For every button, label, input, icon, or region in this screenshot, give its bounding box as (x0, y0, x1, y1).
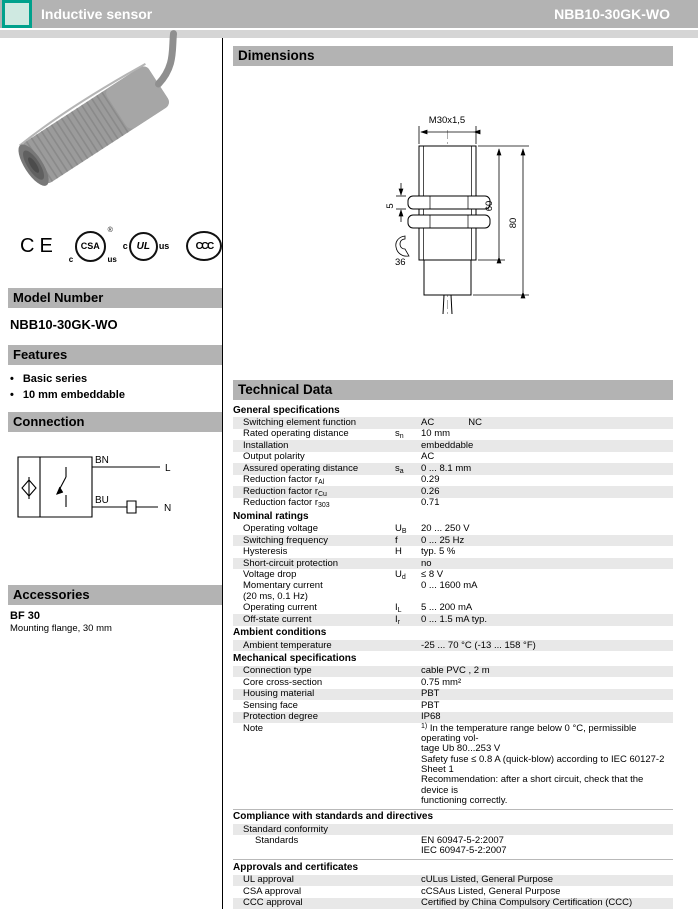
spec-value-cell (421, 678, 673, 688)
spec-row (233, 535, 673, 546)
spec-label-cell (233, 536, 395, 546)
spec-symbol: s (395, 428, 400, 440)
spec-label-cell (233, 641, 395, 651)
spec-value: no (421, 557, 432, 569)
spec-value-cell (421, 712, 673, 722)
spec-symbol-cell (395, 464, 421, 474)
dim-wrench-size-label: 36 (395, 257, 406, 268)
right-column (222, 38, 698, 909)
spec-symbol: I (395, 613, 398, 625)
spec-value-cell (421, 581, 673, 591)
spec-label: Connection type (243, 665, 312, 677)
feature-list (10, 371, 222, 403)
features-heading: Features (8, 345, 222, 365)
spec-label-subscript: 303 (317, 502, 330, 510)
accessory-description: Mounting flange, 30 mm (10, 623, 112, 634)
spec-value-cell (421, 570, 673, 580)
spec-value-cell (421, 547, 673, 557)
left-column (0, 38, 222, 909)
spec-symbol-cell (395, 536, 421, 546)
spec-symbol: I (395, 602, 398, 614)
spec-value-cell (421, 524, 673, 534)
spec-label-cell (233, 615, 395, 625)
dim-total-length-label: 80 (508, 217, 519, 229)
spec-value: IP68 (421, 711, 441, 723)
spec-group-title: Nominal ratings (233, 510, 309, 522)
spec-label: Operating current (243, 602, 317, 614)
spec-label: Reduction factor r (243, 474, 318, 486)
spec-label: Short-circuit protection (243, 557, 339, 569)
spec-label-subscript: Al (317, 479, 325, 487)
csa-circle: CSA (75, 231, 106, 262)
spec-label-cell (233, 429, 395, 439)
sensor-photo-illustration (8, 44, 222, 212)
cul-us-label: us (158, 241, 170, 251)
spec-value-cell (421, 615, 673, 625)
spec-label: Standard conformity (243, 823, 329, 835)
technical-data-heading: Technical Data (233, 380, 673, 400)
spec-label-cell (233, 547, 395, 557)
spec-group-title: Ambient conditions (233, 627, 327, 639)
spec-value-superscript: 1) (421, 722, 428, 730)
spec-value-cell (421, 536, 673, 546)
brand-logo (2, 0, 32, 28)
bullet-icon: • (10, 389, 14, 401)
spec-value: PBT (421, 688, 440, 700)
spec-value-cell (421, 429, 673, 439)
spec-value: ≤ 8 V (421, 569, 444, 580)
dimensions-heading: Dimensions (233, 46, 673, 66)
spec-value-line: Safety fuse ≤ 0.8 A (quick-blow) according to IEC 60127-2 Sheet 1 (421, 753, 665, 775)
spec-value: AC (421, 416, 435, 428)
spec-row (233, 452, 673, 463)
spec-symbol-subscript: L (397, 607, 402, 615)
spec-symbol-subscript: r (397, 618, 400, 626)
spec-label-cell (233, 603, 395, 613)
spec-label: CSA approval (243, 885, 302, 897)
cul-c-label: c (122, 241, 128, 251)
spec-value-cell (421, 898, 673, 908)
spec-label-cell (233, 825, 395, 835)
terminal-label-l: L (165, 463, 171, 474)
spec-label-cell (233, 836, 395, 846)
spec-label: Operating voltage (243, 523, 318, 535)
spec-label: Rated operating distance (243, 428, 349, 440)
spec-value-line: In the temperature range below 0 °C, permissible operating vol- (421, 722, 637, 745)
dim-thread-label: M30x1,5 (428, 115, 466, 126)
spec-row (233, 523, 673, 534)
spec-value-line: tage Ub 80...253 V (421, 743, 501, 755)
spec-group-title: General specifications (233, 404, 340, 416)
spec-row (233, 614, 673, 625)
spec-value: 0 ... 1600 mA (421, 580, 478, 592)
spec-row (233, 429, 673, 440)
spec-row (233, 677, 673, 688)
spec-value: cable PVC , 2 m (421, 665, 490, 677)
spec-value: 0.26 (421, 485, 440, 497)
spec-row (233, 700, 673, 711)
csa-us-label: us (107, 254, 117, 264)
spec-label: Core cross-section (243, 676, 323, 688)
spec-label-cell (233, 524, 395, 534)
spec-value: Certified by China Compulsory Certification (CCC) (421, 897, 633, 909)
spec-label-cell (233, 875, 395, 885)
spec-value: 0.29 (421, 474, 440, 486)
feature-text: Basic series (22, 373, 88, 385)
spec-label: Switching element function (243, 416, 357, 428)
spec-label-cell (233, 689, 395, 699)
spec-value: typ. 5 % (421, 546, 456, 558)
spec-row (233, 898, 673, 909)
spec-value-cell (421, 641, 673, 651)
spec-value-cell (421, 603, 673, 613)
spec-row (233, 723, 673, 807)
spec-symbol-cell (395, 615, 421, 625)
spec-value: 0 ... 1.5 mA typ. (421, 613, 488, 625)
spec-label: UL approval (243, 874, 294, 886)
spec-value: cULus Listed, General Purpose (421, 874, 554, 886)
spec-row (233, 886, 673, 897)
spec-label: Sensing face (243, 699, 298, 711)
page-title: Inductive sensor (41, 6, 153, 22)
ce-mark-icon: CE (20, 234, 58, 257)
spec-symbol-subscript: a (399, 467, 404, 475)
product-photo (8, 44, 222, 212)
spec-label-cell (233, 701, 395, 711)
header-model-number: NBB10-30GK-WO (554, 6, 670, 22)
spec-value: embeddable (421, 439, 474, 451)
spec-value-cell (421, 559, 673, 569)
spec-label-cell (233, 898, 395, 908)
feature-text: 10 mm embeddable (22, 389, 125, 401)
spec-value-cell (421, 836, 673, 857)
spec-value: 0.71 (421, 497, 440, 509)
spec-row (233, 463, 673, 474)
spec-symbol-cell (395, 603, 421, 613)
wiring-diagram (8, 435, 222, 585)
spec-row (233, 835, 673, 857)
accessory-name: BF 30 (10, 610, 40, 622)
spec-value-cell (421, 666, 673, 676)
spec-symbol-cell (395, 524, 421, 534)
spec-row (233, 569, 673, 580)
spec-value-cell (421, 452, 673, 462)
spec-symbol-subscript: d (401, 574, 406, 581)
accessories-heading: Accessories (8, 585, 222, 605)
spec-value-cell (421, 475, 673, 485)
terminal-label-n: N (164, 503, 172, 514)
spec-value: 0 ... 8.1 mm (421, 462, 472, 474)
spec-symbol-subscript: B (401, 528, 407, 536)
spec-label: Off-state current (243, 613, 312, 625)
spec-value-cell (421, 887, 673, 897)
spec-row (233, 558, 673, 569)
spec-row (233, 498, 673, 509)
spec-label: CCC approval (243, 897, 303, 909)
spec-label-cell (233, 475, 395, 485)
page-content (0, 38, 698, 909)
spec-label: Reduction factor r (243, 485, 318, 497)
spec-group-title: Approvals and certificates (233, 859, 673, 874)
spec-value: 0 ... 25 Hz (421, 534, 465, 546)
spec-label-cell (233, 441, 395, 451)
spec-value-cell (421, 875, 673, 885)
spec-label: Voltage drop (243, 569, 297, 580)
spec-value-cell (421, 498, 673, 508)
spec-group-title: Compliance with standards and directives (233, 809, 673, 824)
spec-label-cell (233, 570, 395, 580)
spec-value: 10 mm (421, 428, 451, 440)
spec-label-cell (233, 581, 395, 602)
ccc-mark-icon: CCC (186, 231, 222, 261)
spec-symbol: U (395, 569, 402, 580)
spec-value-cell (421, 487, 673, 497)
spec-symbol: s (395, 462, 400, 474)
spec-value: 5 ... 200 mA (421, 602, 473, 614)
spec-label: Housing material (243, 688, 315, 700)
csa-registered-symbol: ® (107, 226, 113, 234)
certification-logos (8, 224, 222, 268)
spec-value-cell (421, 724, 673, 806)
spec-row (233, 475, 673, 486)
dim-thread-length-label: 60 (484, 200, 495, 212)
spec-symbol: U (395, 523, 402, 535)
spec-value-extra: NC (468, 416, 482, 428)
spec-value: AC (421, 451, 435, 463)
spec-row (233, 689, 673, 700)
spec-label-cell (233, 487, 395, 497)
wrench-icon (396, 236, 409, 256)
spec-label: Hysteresis (243, 546, 288, 558)
spec-symbol-cell (395, 547, 421, 557)
dimension-drawing (233, 66, 672, 378)
spec-value-cell (421, 464, 673, 474)
page-header (0, 0, 698, 28)
spec-value-cell (421, 689, 673, 699)
spec-label-subscript: Cu (317, 490, 327, 498)
csa-mark-icon (68, 226, 117, 264)
feature-item (10, 371, 222, 387)
spec-label-cell (233, 887, 395, 897)
spec-value-cell (421, 441, 673, 451)
spec-label-cell (233, 559, 395, 569)
spec-value-line: EN 60947-5-2:2007 (421, 835, 504, 847)
spec-value-line: Recommendation: after a short circuit, check that the device is (421, 774, 644, 796)
feature-item (10, 387, 222, 403)
spec-label: Output polarity (243, 451, 305, 463)
spec-value: 0.75 mm² (421, 676, 462, 688)
spec-label: Installation (243, 439, 289, 451)
spec-row (233, 712, 673, 723)
spec-row (233, 486, 673, 497)
spec-label-line2: (20 ms, 0.1 Hz) (243, 590, 308, 602)
spec-row (233, 603, 673, 614)
spec-label: Assured operating distance (243, 462, 359, 474)
spec-row (233, 824, 673, 835)
cul-circle: UL (129, 232, 158, 261)
spec-row (233, 417, 673, 428)
spec-symbol-cell (395, 570, 421, 580)
spec-label-cell (233, 452, 395, 462)
spec-value-cell (421, 418, 673, 428)
spec-value: -25 ... 70 °C (-13 ... 158 °F) (421, 639, 536, 651)
spec-value-cell (421, 701, 673, 711)
spec-label: Note (243, 722, 264, 734)
csa-c-label: c (68, 254, 74, 264)
model-number-heading: Model Number (8, 288, 222, 308)
spec-symbol: H (395, 546, 402, 558)
spec-row (233, 666, 673, 677)
spec-row (233, 546, 673, 557)
spec-value: PBT (421, 699, 440, 711)
spec-symbol: f (395, 534, 398, 546)
wire-label-bn: BN (95, 455, 109, 466)
spec-row (233, 875, 673, 886)
spec-label: Ambient temperature (243, 639, 332, 651)
spec-value-line: functioning correctly. (421, 794, 508, 806)
spec-label-cell (233, 666, 395, 676)
spec-symbol-subscript: n (399, 433, 404, 441)
header-divider-strip (0, 30, 698, 38)
spec-symbol-cell (395, 429, 421, 439)
spec-label-cell (233, 464, 395, 474)
cul-mark-icon (123, 232, 170, 261)
spec-label-cell (233, 678, 395, 688)
dim-nut-height-label: 5 (385, 203, 396, 209)
spec-label-cell (233, 418, 395, 428)
spec-value: 20 ... 250 V (421, 523, 470, 535)
spec-value: cCSAus Listed, General Purpose (421, 885, 561, 897)
spec-label: Standards (255, 835, 299, 847)
spec-label-cell (233, 498, 395, 508)
spec-label-cell (233, 724, 395, 734)
spec-row (233, 440, 673, 451)
bullet-icon: • (10, 373, 14, 385)
model-number-value: NBB10-30GK-WO (10, 317, 118, 332)
wire-label-bu: BU (95, 495, 109, 506)
spec-label-cell (233, 712, 395, 722)
spec-label: Momentary current (243, 580, 323, 592)
spec-label: Reduction factor r (243, 497, 318, 509)
spec-row (233, 581, 673, 603)
spec-group-title: Mechanical specifications (233, 652, 357, 664)
connection-heading: Connection (8, 412, 222, 432)
technical-table (233, 403, 673, 909)
spec-label: Protection degree (243, 711, 318, 723)
spec-label: Switching frequency (243, 534, 329, 546)
spec-row (233, 640, 673, 651)
spec-value-line: IEC 60947-5-2:2007 (421, 845, 507, 857)
